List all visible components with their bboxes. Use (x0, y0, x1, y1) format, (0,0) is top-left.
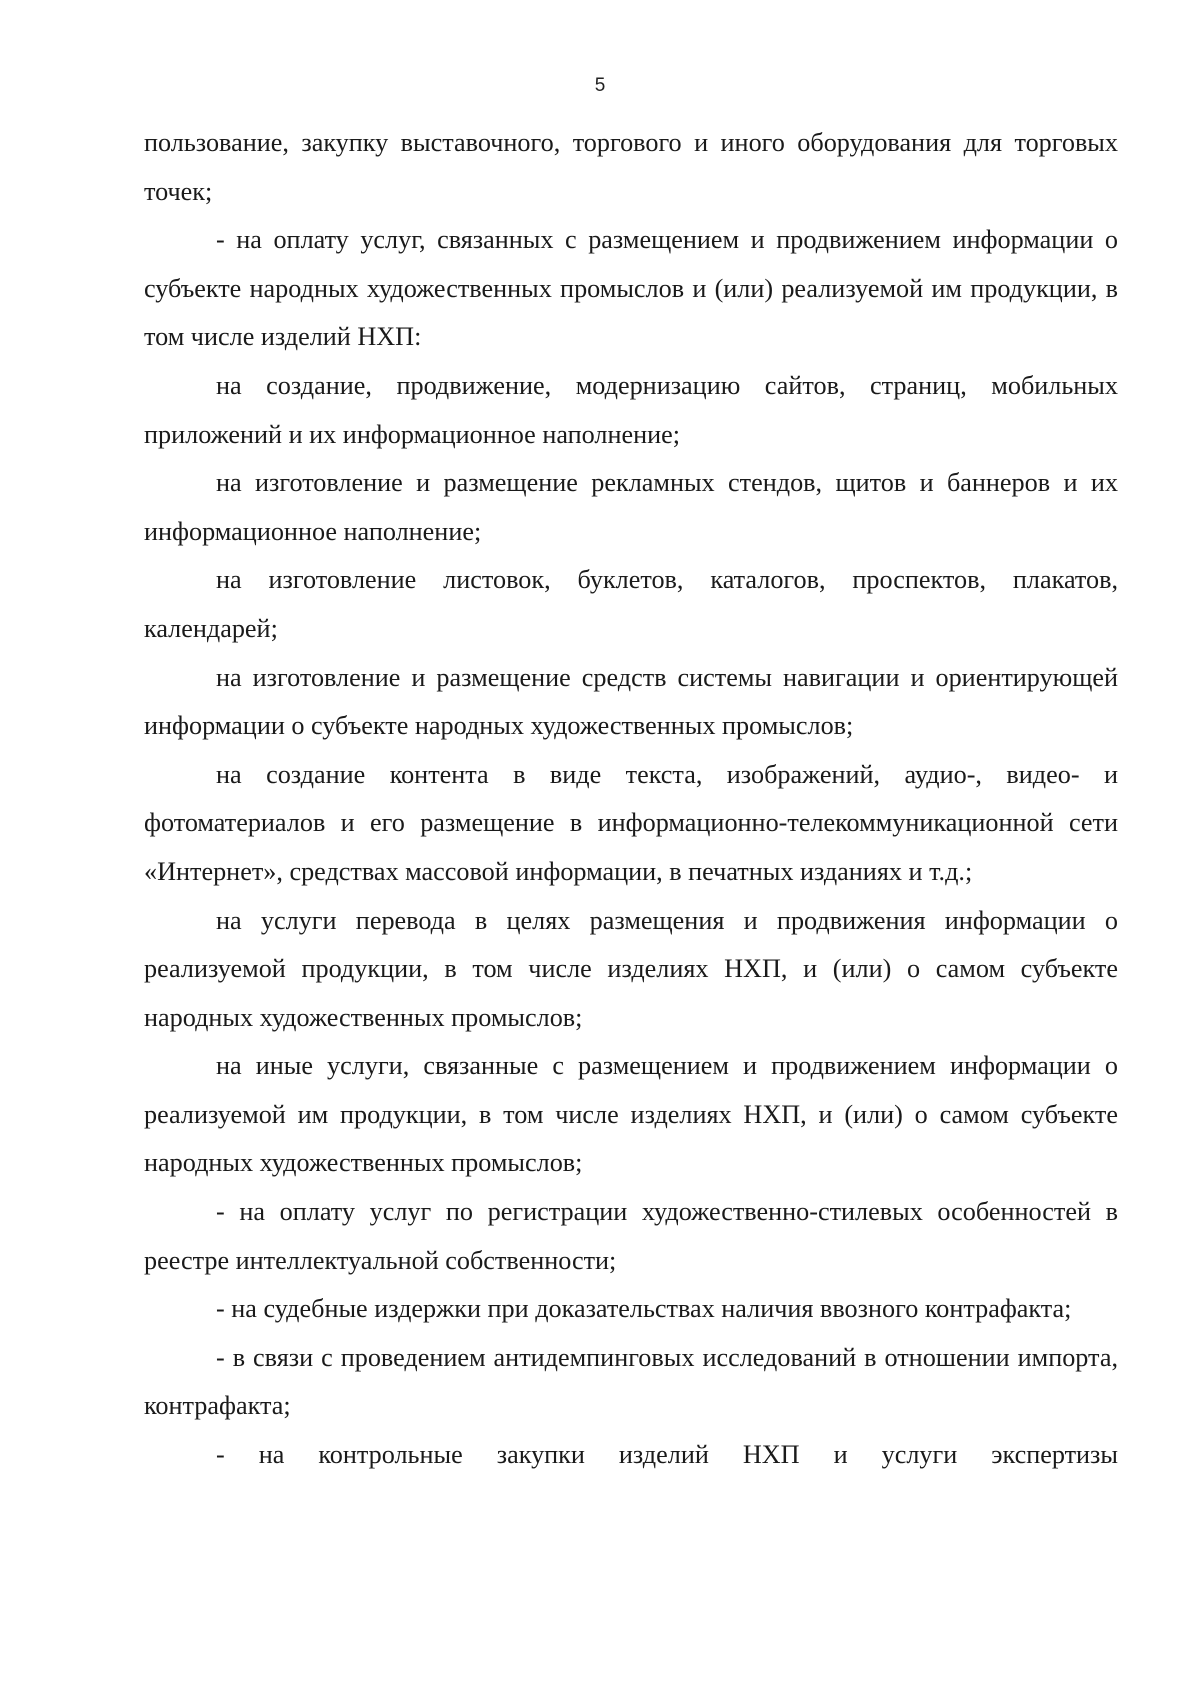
paragraph-2: - на оплату услуг, связанных с размещением и продвижением информации о субъекте народных художественных промыслов и (или) реализуемой им продукции, в том числе изделий НХП: (144, 225, 1118, 352)
paragraph-9: на иные услуги, связанные с размещением и продвижением информации о реализуемой им продукции, в том числе изделиях НХП, и (или) о самом субъекте народных художественных промыслов; (144, 1051, 1118, 1178)
paragraph-4: на изготовление и размещение рекламных стендов, щитов и баннеров и их информационное наполнение; (144, 468, 1118, 546)
paragraph-10: - на оплату услуг по регистрации художественно-стилевых особенностей в реестре интеллектуальной собственности; (144, 1197, 1118, 1275)
paragraph-1: пользование, закупку выставочного, торгового и иного оборудования для торговых точек; (144, 128, 1118, 206)
paragraph-8: на услуги перевода в целях размещения и продвижения информации о реализуемой продукции, в том числе изделиях НХП, и (или) о самом субъекте народных художественных промыслов; (144, 905, 1118, 1032)
paragraph-5: на изготовление листовок, буклетов, каталогов, проспектов, плакатов, календарей; (144, 565, 1118, 643)
paragraph-13: - на контрольные закупки изделий НХП и услуги экспертизы (216, 1440, 1118, 1470)
paragraph-12: - в связи с проведением антидемпинговых исследований в отношении импорта, контрафакта; (144, 1342, 1118, 1421)
paragraph-7: на создание контента в виде текста, изображений, аудио-, видео- и фотоматериалов и его размещение в информационно-телекоммуникационной сети «Интернет», средствах массовой информации, в печатных изданиях и т.д.; (144, 759, 1118, 886)
page-number: 5 (594, 75, 606, 96)
document-body (144, 119, 1118, 1480)
paragraph-3: на создание, продвижение, модернизацию сайтов, страниц, мобильных приложений и их информационное наполнение; (144, 370, 1118, 449)
paragraph-11: - на судебные издержки при доказательствах наличия ввозного контрафакта; (216, 1294, 1072, 1324)
paragraph-6: на изготовление и размещение средств системы навигации и ориентирующей информации о субъекте народных художественных промыслов; (144, 662, 1118, 741)
